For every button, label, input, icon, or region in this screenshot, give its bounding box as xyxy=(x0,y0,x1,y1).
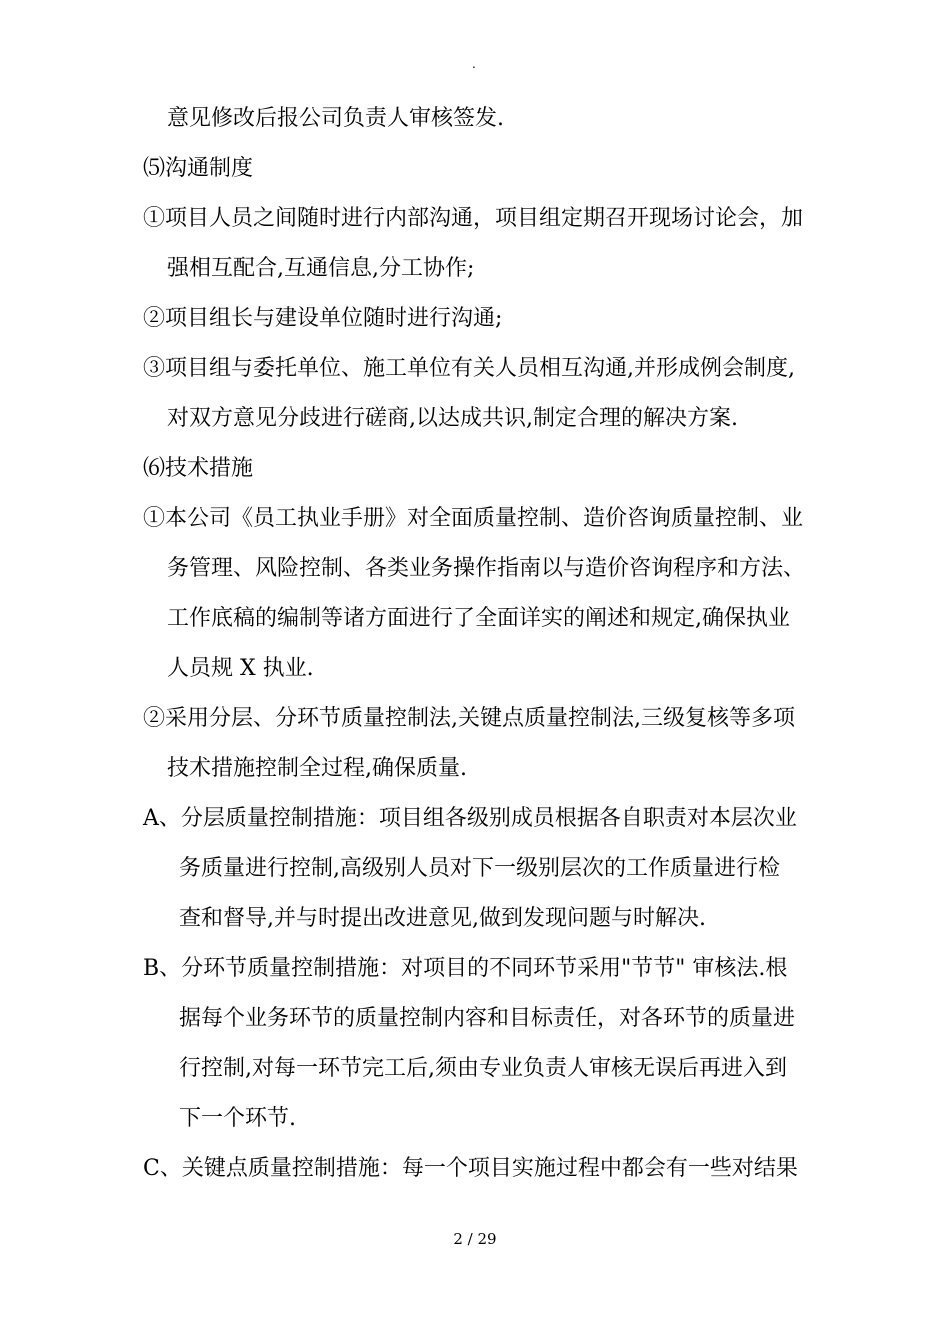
text-line: 行控制,对每一环节完工后,须由专业负责人审核无误后再进入到 xyxy=(179,1056,787,1081)
text-line: 务质量进行控制,高级别人员对下一级别层次的工作质量进行检 xyxy=(179,856,780,881)
text-line: ①本公司《员工执业手册》对全面质量控制、造价咨询质量控制、业 xyxy=(143,506,804,531)
text-line: B、分环节质量控制措施：对项目的不同环节采用"节节" 审核法.根 xyxy=(143,956,788,981)
section-heading: ⑸沟通制度 xyxy=(143,156,254,181)
text-line: ①项目人员之间随时进行内部沟通，项目组定期召开现场讨论会，加 xyxy=(143,206,804,231)
header-dot: . xyxy=(472,57,476,71)
text-line: 意见修改后报公司负责人审核签发. xyxy=(167,106,504,131)
section-heading: ⑹技术措施 xyxy=(143,456,254,481)
text-line: ②项目组长与建设单位随时进行沟通; xyxy=(143,306,503,331)
text-line: ③项目组与委托单位、施工单位有关人员相互沟通,并形成例会制度, xyxy=(143,356,795,381)
text-line: 务管理、风险控制、各类业务操作指南以与造价咨询程序和方法、 xyxy=(167,556,806,581)
text-line: A、分层质量控制措施：项目组各级别成员根据各自职责对本层次业 xyxy=(143,806,797,831)
text-line: 据每个业务环节的质量控制内容和目标责任，对各环节的质量进 xyxy=(179,1006,796,1031)
page-number: 2 / 29 xyxy=(453,1230,497,1248)
text-line: 技术措施控制全过程,确保质量. xyxy=(167,756,467,781)
text-line: ②采用分层、分环节质量控制法,关键点质量控制法,三级复核等多项 xyxy=(143,706,795,731)
text-line: 人员规 X 执业. xyxy=(167,656,314,681)
text-line: C、关键点质量控制措施：每一个项目实施过程中都会有一些对结果 xyxy=(143,1156,798,1181)
text-line: 查和督导,并与时提出改进意见,做到发现问题与时解决. xyxy=(179,906,706,931)
text-line: 下一个环节. xyxy=(179,1106,296,1131)
text-line: 对双方意见分歧进行磋商,以达成共识,制定合理的解决方案. xyxy=(167,406,738,431)
text-line: 工作底稿的编制等诸方面进行了全面详实的阐述和规定,确保执业 xyxy=(167,606,790,631)
text-line: 强相互配合,互通信息,分工协作; xyxy=(167,256,475,281)
